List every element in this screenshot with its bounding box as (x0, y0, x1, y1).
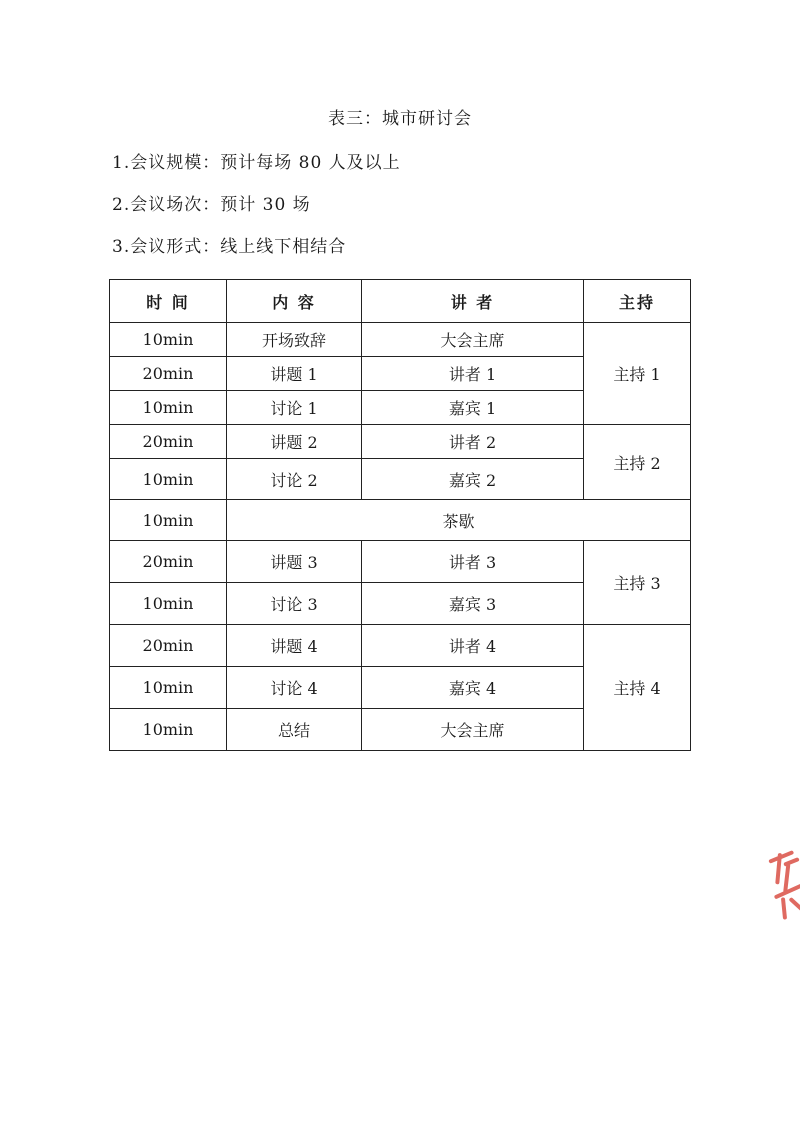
table-row (110, 625, 691, 667)
info-scale: 1.会议规模：预计每场 80 人及以上 (112, 153, 401, 173)
schedule-table (109, 279, 691, 751)
speaker-cell: 讲者 4 (362, 625, 584, 667)
time-cell: 20min (110, 425, 227, 459)
table-row-break (110, 500, 691, 541)
speaker-cell: 嘉宾 1 (362, 391, 584, 425)
time-cell: 10min (110, 709, 227, 751)
host-cell: 主持 2 (584, 425, 691, 500)
time-cell: 20min (110, 625, 227, 667)
header-time: 时 间 (110, 280, 227, 323)
table-row (110, 323, 691, 357)
speaker-cell: 讲者 2 (362, 425, 584, 459)
content-cell: 总结 (227, 709, 362, 751)
host-cell: 主持 3 (584, 541, 691, 625)
speaker-cell: 讲者 3 (362, 541, 584, 583)
speaker-cell: 嘉宾 3 (362, 583, 584, 625)
time-cell: 10min (110, 667, 227, 709)
time-cell: 10min (110, 323, 227, 357)
table-header-row (110, 280, 691, 323)
seal-mark-icon (761, 847, 800, 924)
info-sessions: 2.会议场次：预计 30 场 (112, 195, 311, 215)
page-title: 表三：城市研讨会 (328, 109, 472, 129)
content-cell: 讨论 1 (227, 391, 362, 425)
speaker-cell: 嘉宾 2 (362, 459, 584, 500)
header-host: 主持 (584, 280, 691, 323)
speaker-cell: 嘉宾 4 (362, 667, 584, 709)
host-cell: 主持 4 (584, 625, 691, 751)
time-cell: 20min (110, 357, 227, 391)
speaker-cell: 讲者 1 (362, 357, 584, 391)
time-cell: 10min (110, 500, 227, 541)
info-format: 3.会议形式：线上线下相结合 (112, 237, 347, 257)
host-cell: 主持 1 (584, 323, 691, 425)
time-cell: 10min (110, 391, 227, 425)
content-cell: 讨论 2 (227, 459, 362, 500)
speaker-cell: 大会主席 (362, 709, 584, 751)
table-row (110, 425, 691, 459)
table-row (110, 541, 691, 583)
content-cell: 讲题 4 (227, 625, 362, 667)
speaker-cell: 大会主席 (362, 323, 584, 357)
tea-break-cell: 茶歇 (227, 500, 691, 541)
content-cell: 讨论 3 (227, 583, 362, 625)
header-content: 内 容 (227, 280, 362, 323)
header-speaker: 讲 者 (362, 280, 584, 323)
content-cell: 讲题 3 (227, 541, 362, 583)
time-cell: 10min (110, 459, 227, 500)
content-cell: 讲题 1 (227, 357, 362, 391)
time-cell: 20min (110, 541, 227, 583)
content-cell: 讲题 2 (227, 425, 362, 459)
content-cell: 开场致辞 (227, 323, 362, 357)
time-cell: 10min (110, 583, 227, 625)
red-seal-stamp (761, 843, 800, 924)
content-cell: 讨论 4 (227, 667, 362, 709)
